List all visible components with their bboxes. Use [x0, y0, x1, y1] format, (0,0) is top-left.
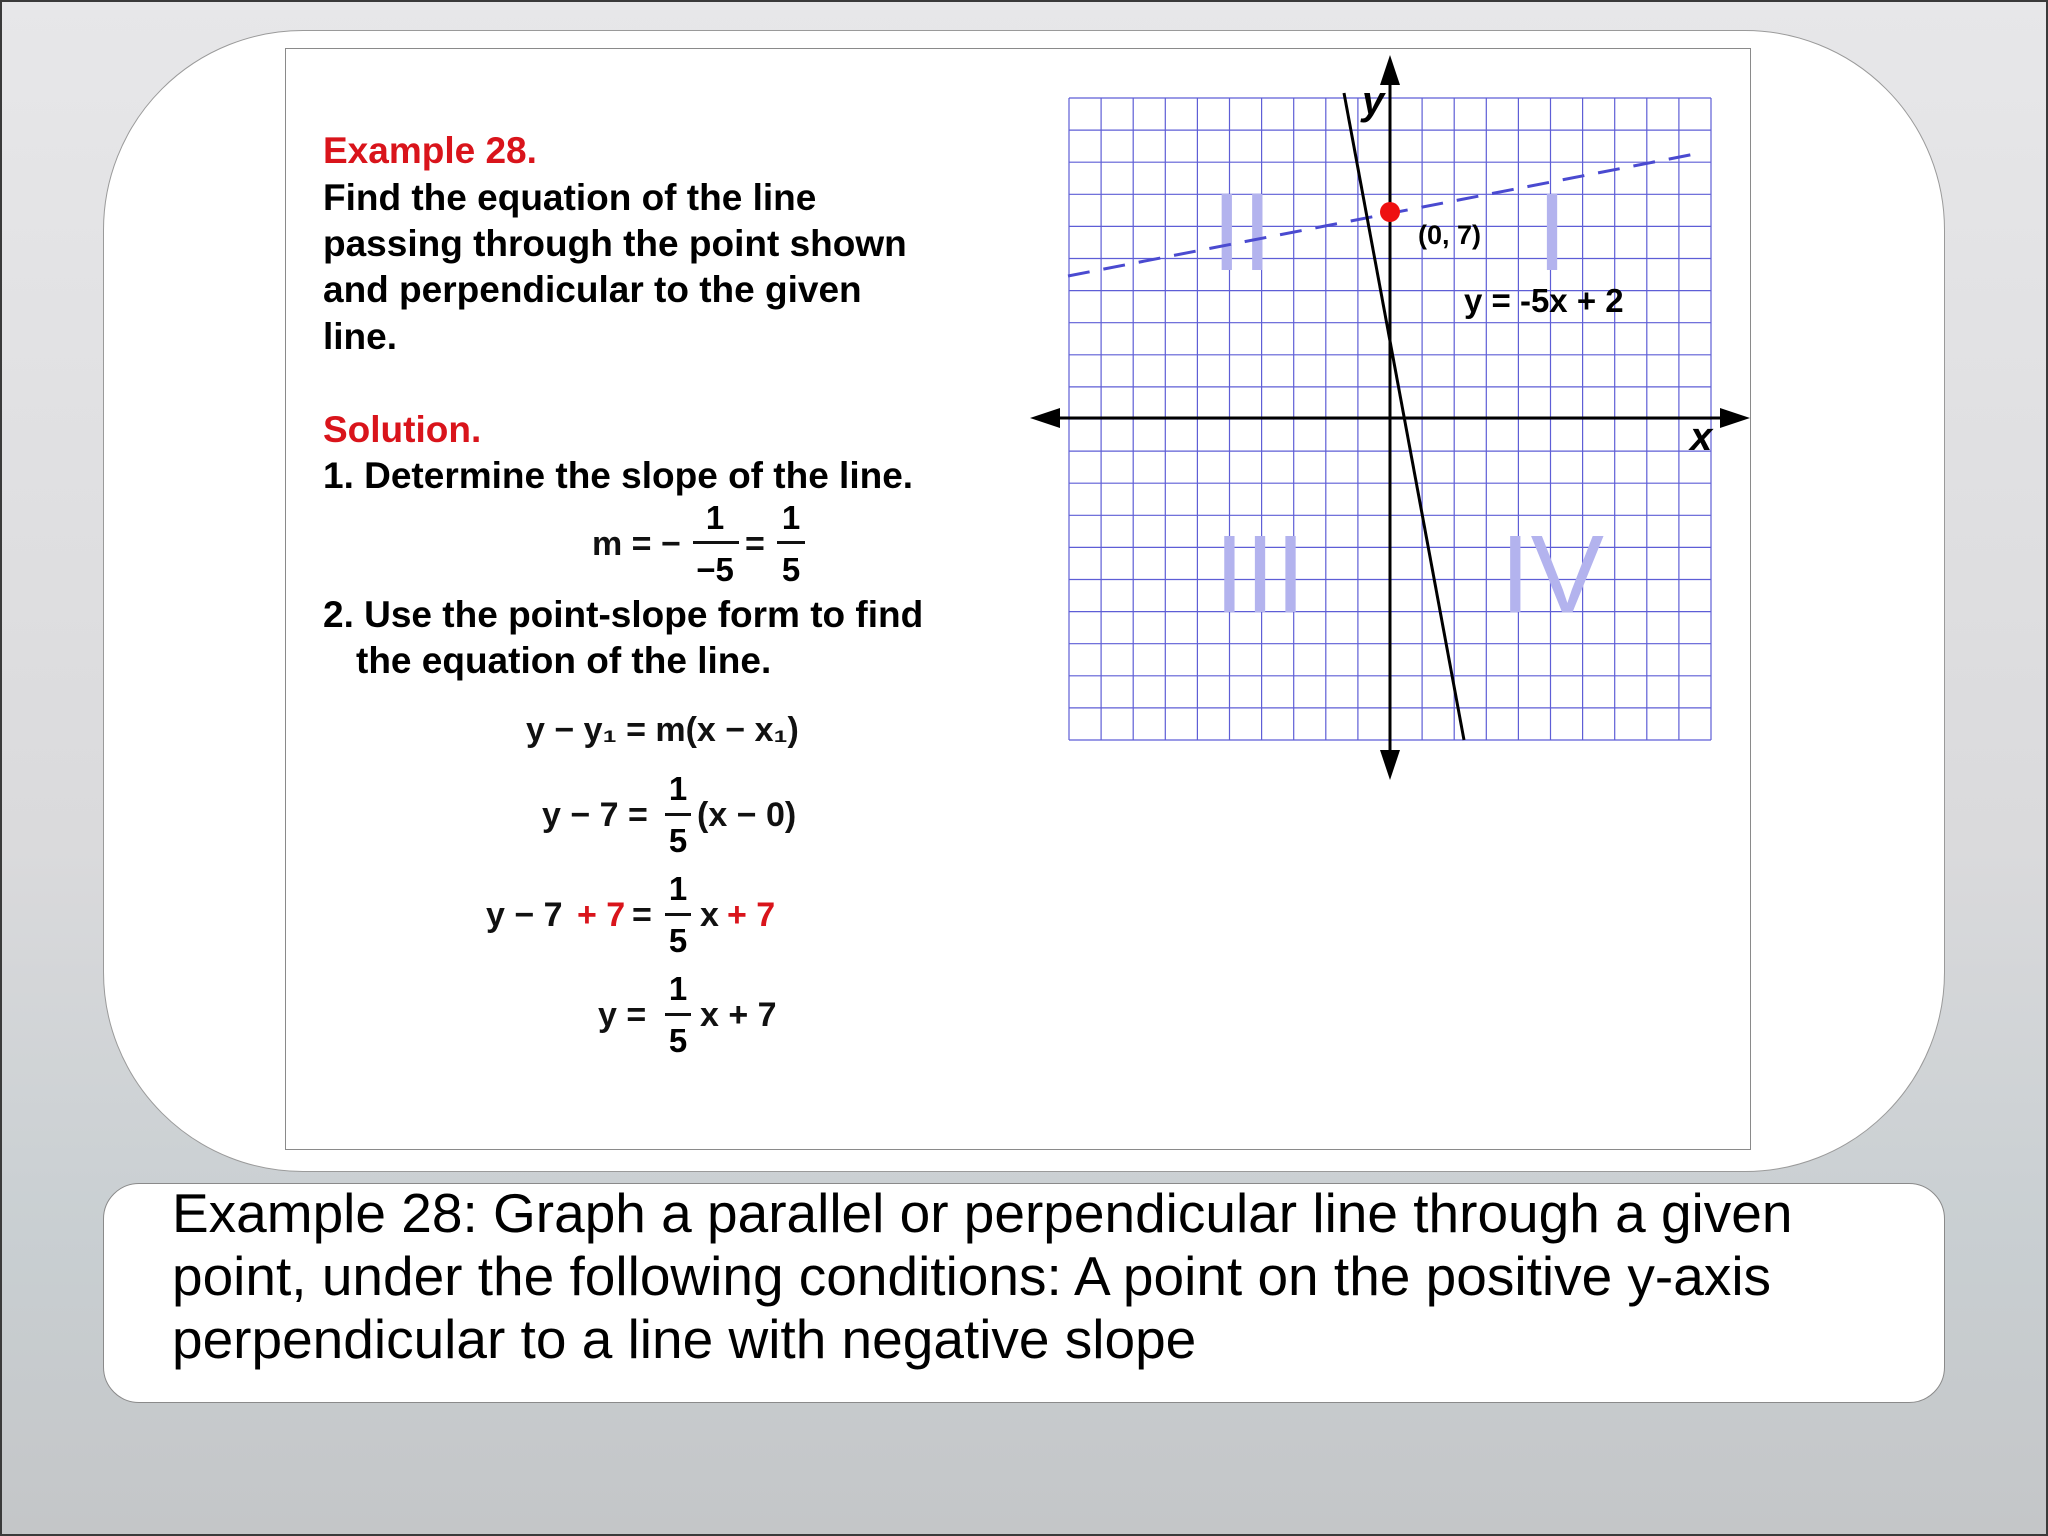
- problem-line-4: line.: [323, 316, 398, 357]
- problem-line-1: Find the equation of the line: [323, 177, 817, 218]
- eq4-num: 1: [668, 970, 688, 1007]
- y-axis-label: y: [1362, 79, 1385, 123]
- eq2-den: 5: [668, 822, 688, 859]
- y-axis-bottom-arrow: [1380, 750, 1400, 780]
- eq3-rhs-x: x: [700, 896, 719, 934]
- x-axis-right-arrow: [1720, 408, 1750, 428]
- step-2-line-1: 2. Use the point-slope form to find: [323, 594, 924, 635]
- example-label: Example 28.: [323, 130, 537, 171]
- eq3-lhs: y − 7: [486, 896, 563, 934]
- quadrant-labels: [1211, 171, 1604, 636]
- slope-den-1: −5: [696, 551, 734, 588]
- step-1: 1. Determine the slope of the line.: [323, 455, 914, 496]
- eq3-lhs-red: + 7: [577, 896, 626, 934]
- x-axis-label: x: [1690, 415, 1713, 459]
- eq3-den: 5: [668, 922, 688, 959]
- slope-den-2: 5: [781, 551, 801, 588]
- eq3-num: 1: [668, 870, 688, 907]
- problem-line-3: and perpendicular to the given: [323, 269, 862, 310]
- slope-equals: =: [745, 525, 765, 563]
- point-slope-formula: y − y₁ = m(x − x₁): [526, 711, 799, 749]
- slope-num-2: 1: [781, 499, 801, 536]
- slope-num-1: 1: [705, 499, 725, 536]
- problem-line-2: passing through the point shown: [323, 223, 907, 264]
- point-marker: [1380, 202, 1400, 222]
- quadrant-iii-label: III: [1214, 513, 1306, 636]
- eq4-rhs: x + 7: [700, 996, 777, 1034]
- point-label: (0, 7): [1418, 220, 1482, 250]
- step-2-line-2: the equation of the line.: [356, 640, 772, 681]
- eq4-lhs: y =: [598, 996, 647, 1034]
- quadrant-iv-label: IV: [1500, 513, 1604, 636]
- eq2-num: 1: [668, 770, 688, 807]
- eq2-rhs: (x − 0): [697, 796, 797, 834]
- eq3-rhs-red: + 7: [727, 896, 776, 934]
- eq2-lhs: y − 7 =: [542, 796, 648, 834]
- eq3-equals: =: [632, 896, 652, 934]
- caption-text: Example 28: Graph a parallel or perpendicular line through a given point, under the following conditions: A point on the positive y-axis perpendicular to a line with negative slope: [172, 1182, 1793, 1370]
- eq4-den: 5: [668, 1022, 688, 1059]
- slope-lhs: m = −: [592, 525, 681, 563]
- line-equation-label: y = -5x + 2: [1464, 282, 1624, 319]
- x-axis-left-arrow: [1030, 408, 1060, 428]
- quadrant-ii-label: II: [1211, 171, 1273, 294]
- solution-label: Solution.: [323, 409, 482, 450]
- quadrant-i-label: I: [1536, 171, 1568, 294]
